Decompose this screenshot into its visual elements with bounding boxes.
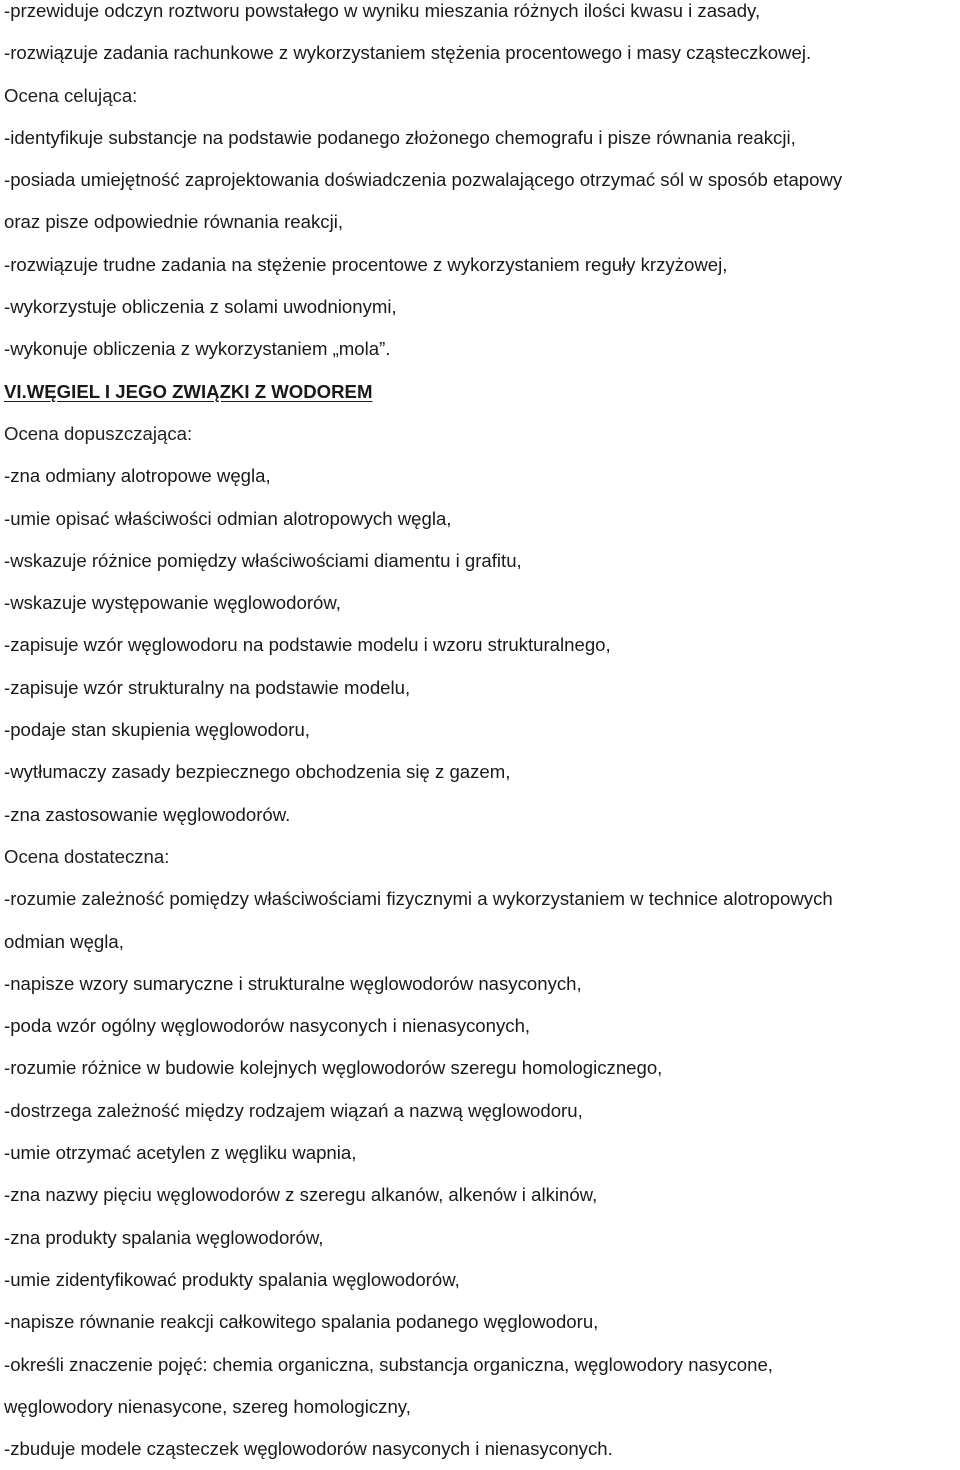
requirement-line: -napisze wzory sumaryczne i strukturalne węglowodorów nasyconych, bbox=[4, 972, 582, 994]
requirement-line: -dostrzega zależność między rodzajem wiązań a nazwą węglowodoru, bbox=[4, 1099, 583, 1121]
grade-label: Ocena celująca: bbox=[4, 84, 138, 106]
requirement-line: -wykorzystuje obliczenia z solami uwodnionymi, bbox=[4, 296, 397, 318]
requirement-line: -wykonuje obliczenia z wykorzystaniem „mola”. bbox=[4, 338, 391, 360]
requirement-line: -identyfikuje substancje na podstawie podanego złożonego chemografu i pisze równania reakcji, bbox=[4, 126, 796, 148]
section-heading: VI.WĘGIEL I JEGO ZWIĄZKI Z WODOREM bbox=[4, 380, 373, 402]
requirement-line: -zapisuje wzór węglowodoru na podstawie modelu i wzoru strukturalnego, bbox=[4, 634, 611, 656]
requirement-line: -posiada umiejętność zaprojektowania doświadczenia pozwalającego otrzymać sól w sposób etapowy bbox=[4, 169, 843, 191]
requirement-line: -przewiduje odczyn roztworu powstałego w wyniku mieszania różnych ilości kwasu i zasady, bbox=[4, 0, 761, 21]
requirement-line: -wskazuje różnice pomiędzy właściwościami diamentu i grafitu, bbox=[4, 549, 522, 571]
requirement-line: -zapisuje wzór strukturalny na podstawie modelu, bbox=[4, 676, 411, 698]
requirement-line: -zbuduje modele cząsteczek węglowodorów nasyconych i nienasyconych. bbox=[4, 1438, 613, 1460]
requirement-line: -umie zidentyfikować produkty spalania węglowodorów, bbox=[4, 1268, 460, 1290]
requirement-line: -wytłumaczy zasady bezpiecznego obchodzenia się z gazem, bbox=[4, 761, 511, 783]
requirement-line: węglowodory nienasycone, szereg homologiczny, bbox=[4, 1395, 411, 1417]
requirement-line: -rozwiązuje trudne zadania na stężenie procentowe z wykorzystaniem reguły krzyżowej, bbox=[4, 253, 728, 275]
document-content bbox=[4, 0, 956, 1470]
requirement-line: -rozwiązuje zadania rachunkowe z wykorzystaniem stężenia procentowego i masy cząsteczkowej. bbox=[4, 42, 812, 64]
requirement-line: -rozumie zależność pomiędzy właściwościami fizycznymi a wykorzystaniem w technice alotropowych bbox=[4, 888, 833, 910]
requirement-line: -rozumie różnice w budowie kolejnych węglowodorów szeregu homologicznego, bbox=[4, 1057, 663, 1079]
requirement-line: -określi znaczenie pojęć: chemia organiczna, substancja organiczna, węglowodory nasycone, bbox=[4, 1353, 773, 1375]
requirement-line: -zna odmiany alotropowe węgla, bbox=[4, 465, 271, 487]
requirement-line: -umie opisać właściwości odmian alotropowych węgla, bbox=[4, 507, 452, 529]
grade-label: Ocena dostateczna: bbox=[4, 845, 170, 867]
requirement-line: -wskazuje występowanie węglowodorów, bbox=[4, 592, 341, 614]
requirement-line: -zna produkty spalania węglowodorów, bbox=[4, 1226, 324, 1248]
requirement-line: -poda wzór ogólny węglowodorów nasyconych i nienasyconych, bbox=[4, 1015, 531, 1037]
requirement-line: -zna zastosowanie węglowodorów. bbox=[4, 803, 291, 825]
requirement-line: -napisze równanie reakcji całkowitego spalania podanego węglowodoru, bbox=[4, 1311, 599, 1333]
grade-label: Ocena dopuszczająca: bbox=[4, 422, 193, 444]
requirement-line: -umie otrzymać acetylen z węgliku wapnia, bbox=[4, 1142, 357, 1164]
requirement-line: -zna nazwy pięciu węglowodorów z szeregu alkanów, alkenów i alkinów, bbox=[4, 1184, 598, 1206]
requirement-line: odmian węgla, bbox=[4, 930, 124, 952]
requirement-line: -podaje stan skupienia węglowodoru, bbox=[4, 719, 310, 741]
requirement-line: oraz pisze odpowiednie równania reakcji, bbox=[4, 211, 344, 233]
